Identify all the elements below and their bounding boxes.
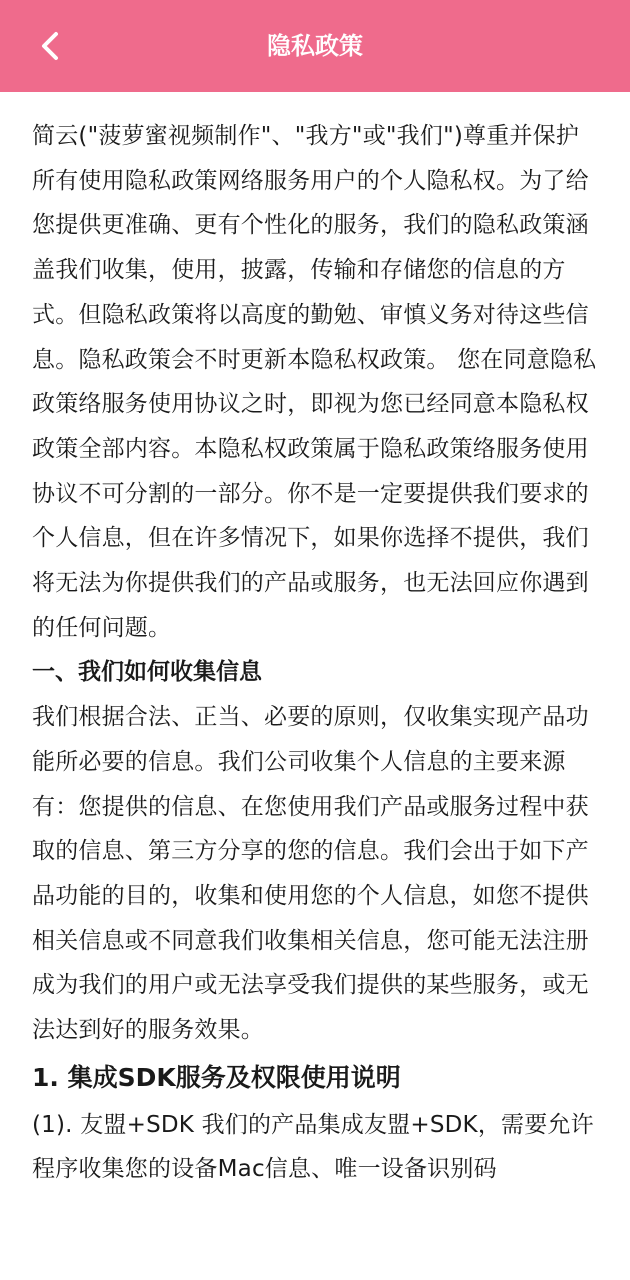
section-heading-collect: 一、我们如何收集信息	[32, 659, 262, 686]
policy-content	[0, 92, 630, 1192]
section-heading-sdk: 1. 集成SDK服务及权限使用说明	[32, 1062, 401, 1092]
section-sdk-paragraph: (1). 友盟+SDK 我们的产品集成友盟+SDK，需要允许程序收集您的设备Mac信息、唯一设备识别码	[32, 1111, 594, 1183]
section-collect-paragraph: 我们根据合法、正当、必要的原则，仅收集实现产品功能所必要的信息。我们公司收集个人信息的主要来源有：您提供的信息、在您使用我们产品或服务过程中获取的信息、第三方分享的您的信息。我们会出于如下产品功能的目的，收集和使用您的个人信息，如您不提供相关信息或不同意我们收集相关信息，您可能无法注册成为我们的用户或无法享受我们提供的某些服务，或无法达到好的服务效果。	[32, 704, 589, 1044]
intro-paragraph: 简云("菠萝蜜视频制作"、"我方"或"我们")尊重并保护所有使用隐私政策网络服务用户的个人隐私权。为了给您提供更准确、更有个性化的服务，我们的隐私政策涵盖我们收集，使用，披露，传输和存储您的信息的方式。但隐私政策将以高度的勤勉、审慎义务对待这些信息。隐私政策会不时更新本隐私权政策。 您在同意隐私政策络服务使用协议之时，即视为您已经同意本隐私权政策全部内容。本隐私权政策属于隐私政策络服务使用协议不可分割的一部分。你不是一定要提供我们要求的个人信息，但在许多情况下，如果你选择不提供，我们将无法为你提供我们的产品或服务，也无法回应你遇到的任何问题。	[32, 123, 597, 641]
page-title: 隐私政策	[267, 32, 363, 60]
app-header	[0, 0, 630, 92]
